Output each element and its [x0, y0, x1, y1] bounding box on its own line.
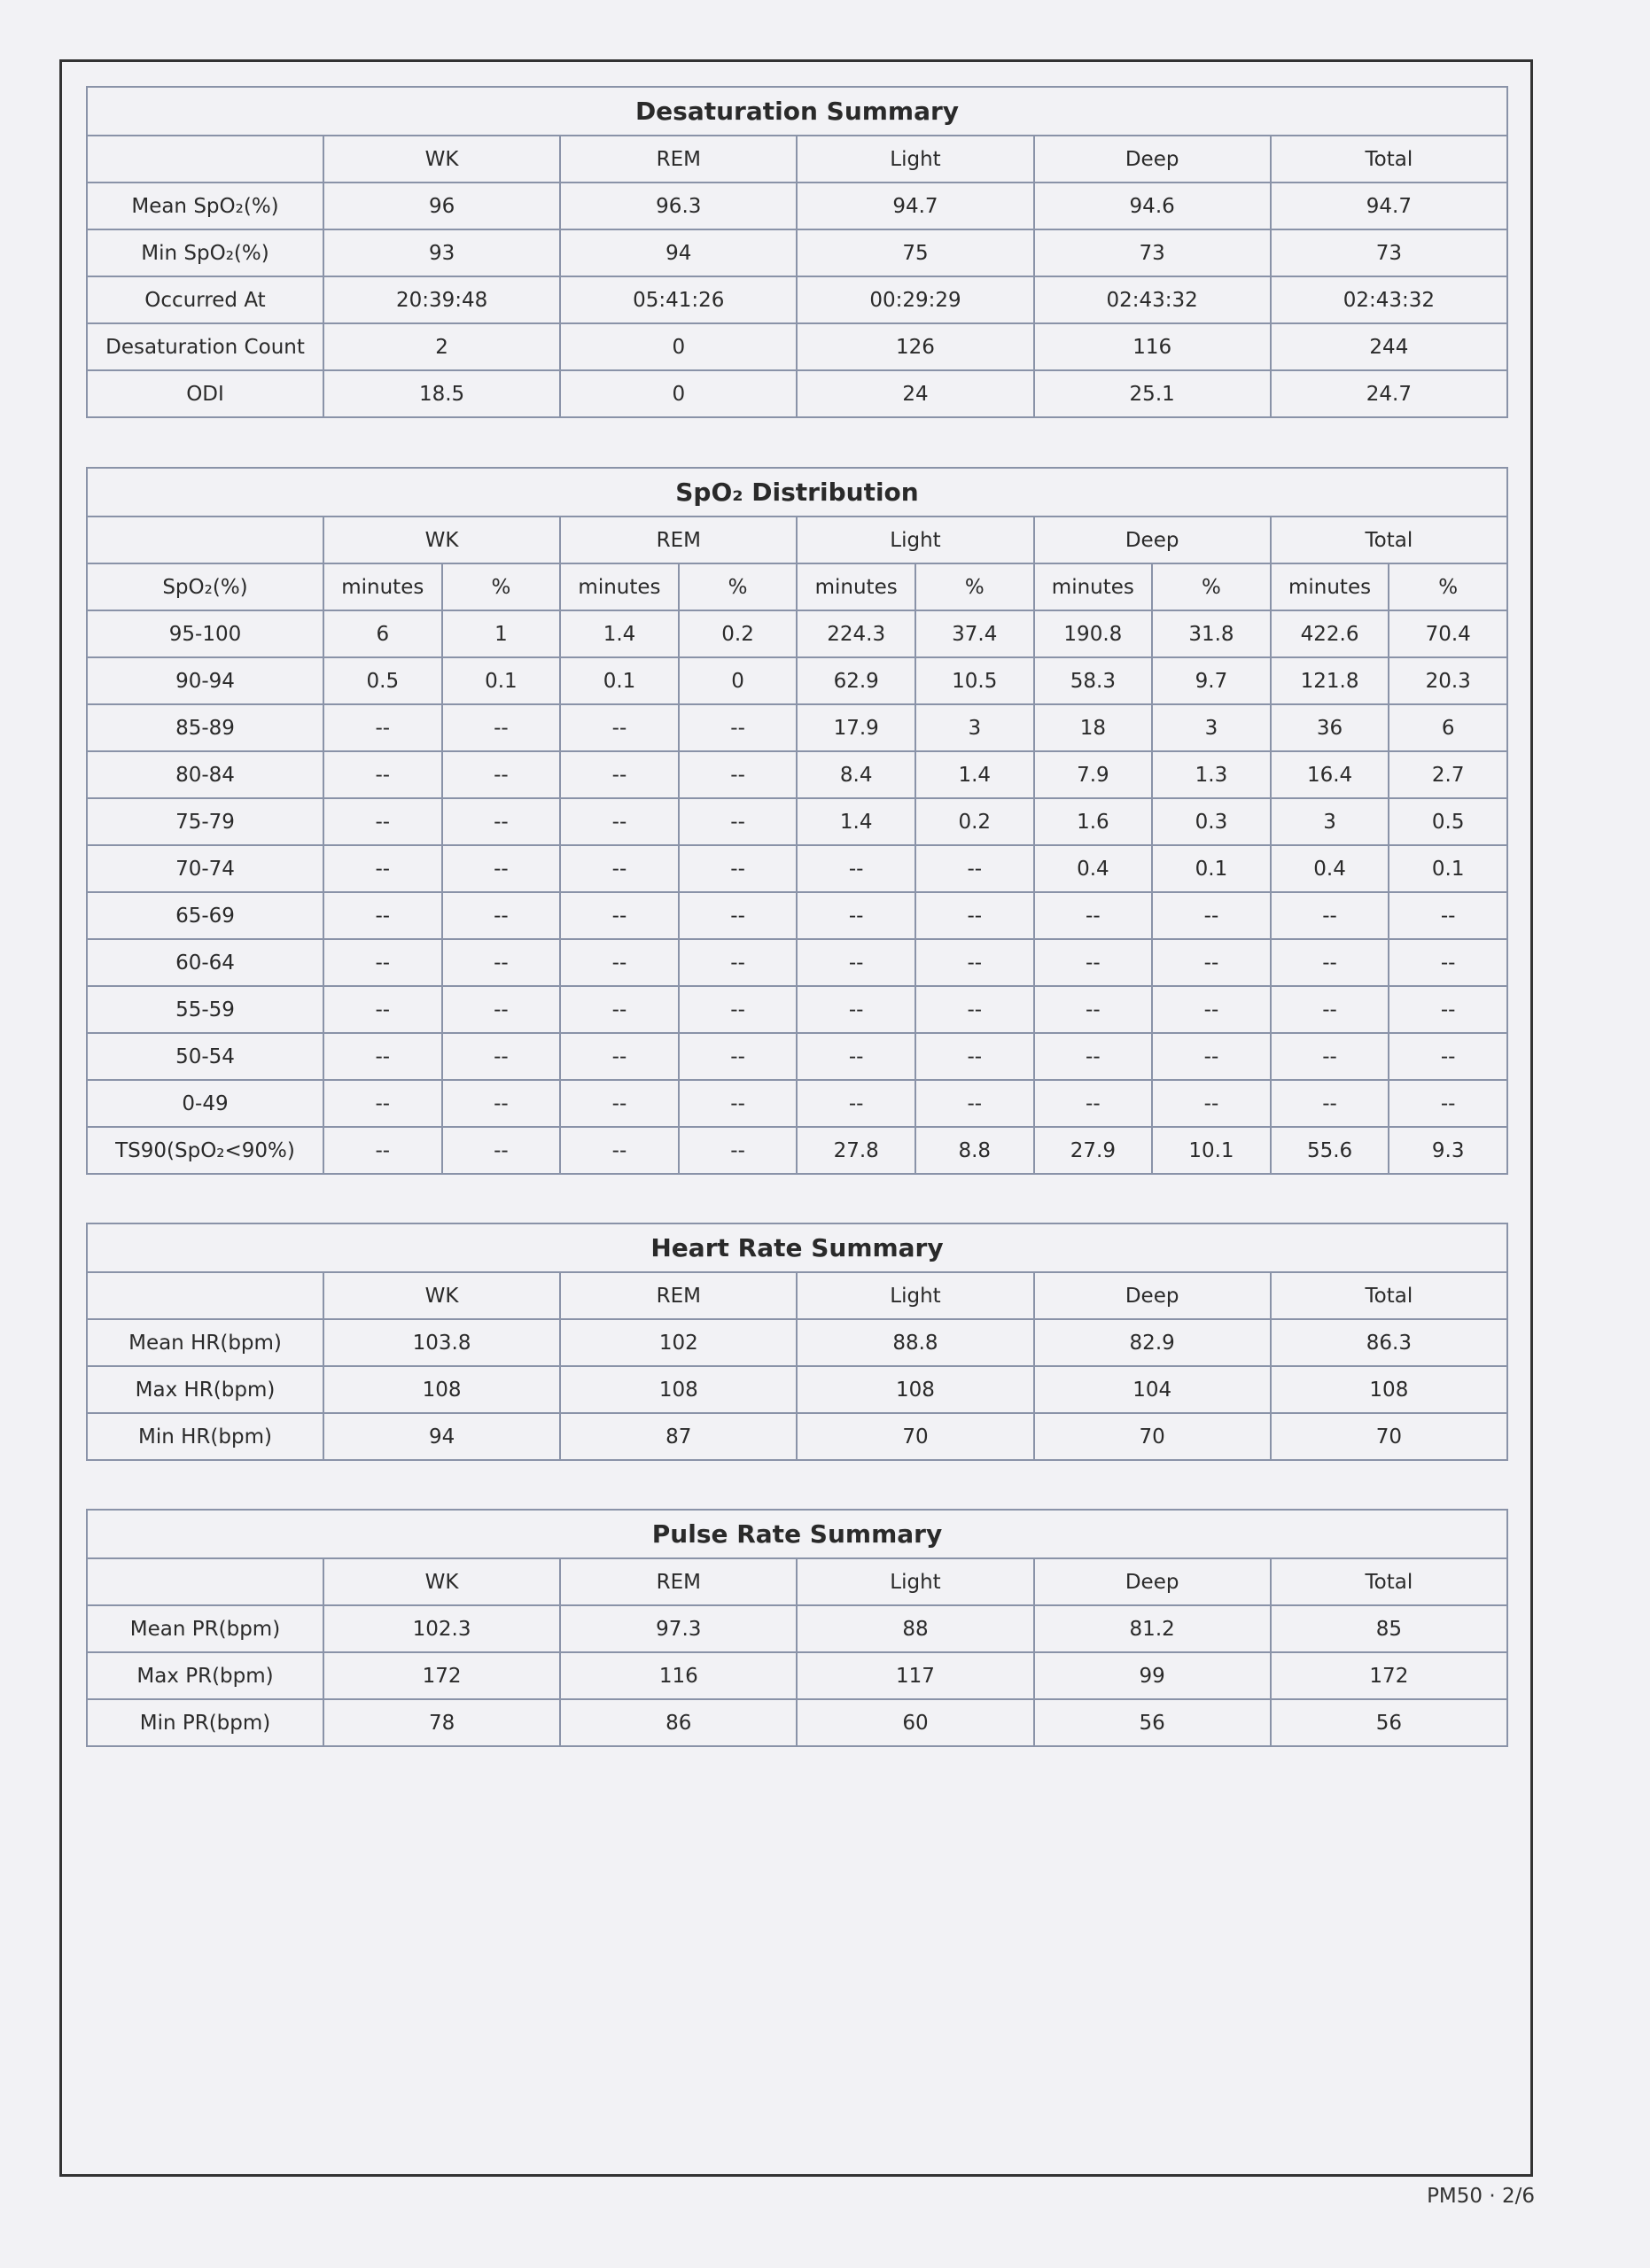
row-label: Max PR(bpm): [87, 1652, 323, 1699]
table-cell: 9.3: [1389, 1127, 1507, 1174]
table-row: [87, 657, 1507, 704]
row-label: 60-64: [87, 939, 323, 986]
table-subheader-row: [87, 563, 1507, 610]
table-cell: 244: [1271, 323, 1507, 370]
table-cell: --: [679, 704, 798, 751]
table-cell: 3: [1152, 704, 1271, 751]
table-cell: 108: [323, 1366, 560, 1413]
table-cell: 7.9: [1034, 751, 1153, 798]
table-cell: 104: [1034, 1366, 1271, 1413]
row-label: 55-59: [87, 986, 323, 1033]
table-cell: 2: [323, 323, 560, 370]
table-cell: 0.3: [1152, 798, 1271, 845]
group-header: Deep: [1034, 517, 1271, 563]
table-cell: --: [1389, 1033, 1507, 1080]
table-cell: --: [915, 1080, 1034, 1127]
table-cell: 20:39:48: [323, 276, 560, 323]
table-cell: --: [560, 1127, 679, 1174]
table-cell: --: [1271, 986, 1389, 1033]
table-cell: --: [797, 1033, 915, 1080]
table-cell: 36: [1271, 704, 1389, 751]
table-cell: 1.4: [915, 751, 1034, 798]
table-cell: --: [560, 1033, 679, 1080]
table-cell: --: [1152, 892, 1271, 939]
row-label: 85-89: [87, 704, 323, 751]
row-label: 50-54: [87, 1033, 323, 1080]
table-cell: 27.8: [797, 1127, 915, 1174]
header-corner: [87, 1272, 323, 1319]
table-cell: 0.5: [323, 657, 442, 704]
table-cell: 1.4: [560, 610, 679, 657]
column-header: REM: [560, 136, 797, 183]
table-cell: 0.1: [1152, 845, 1271, 892]
table-cell: 10.1: [1152, 1127, 1271, 1174]
table-cell: --: [679, 1033, 798, 1080]
header-corner: [87, 136, 323, 183]
row-label: 70-74: [87, 845, 323, 892]
column-header: Light: [797, 136, 1033, 183]
table-cell: 6: [1389, 704, 1507, 751]
table-cell: 96: [323, 183, 560, 229]
subheader: %: [679, 563, 798, 610]
table-cell: --: [442, 1033, 561, 1080]
table-cell: 55.6: [1271, 1127, 1389, 1174]
table-cell: 56: [1271, 1699, 1507, 1746]
table-cell: --: [1389, 986, 1507, 1033]
table-cell: 102: [560, 1319, 797, 1366]
header-corner: [87, 517, 323, 563]
table-cell: --: [1034, 1080, 1153, 1127]
table-cell: 1.6: [1034, 798, 1153, 845]
table-cell: 117: [797, 1652, 1033, 1699]
row-header: SpO₂(%): [87, 563, 323, 610]
row-label: Max HR(bpm): [87, 1366, 323, 1413]
table-row: [87, 183, 1507, 229]
table-row: [87, 892, 1507, 939]
table-cell: 8.4: [797, 751, 915, 798]
table-cell: 88.8: [797, 1319, 1033, 1366]
table-cell: 70.4: [1389, 610, 1507, 657]
table-cell: 116: [560, 1652, 797, 1699]
table-cell: 16.4: [1271, 751, 1389, 798]
table-cell: 24: [797, 370, 1033, 417]
table-cell: --: [1152, 1033, 1271, 1080]
table-cell: 20.3: [1389, 657, 1507, 704]
row-label: Mean PR(bpm): [87, 1605, 323, 1652]
table-cell: --: [323, 798, 442, 845]
table-row: [87, 1413, 1507, 1460]
table-cell: --: [1152, 939, 1271, 986]
table-cell: --: [1034, 892, 1153, 939]
page-number: PM50 · 2/6: [1427, 2185, 1535, 2208]
table-cell: 126: [797, 323, 1033, 370]
table-cell: 96.3: [560, 183, 797, 229]
table-cell: --: [679, 1080, 798, 1127]
table-cell: 85: [1271, 1605, 1507, 1652]
table-header-row: [87, 1272, 1507, 1319]
table-cell: --: [560, 704, 679, 751]
table-cell: 02:43:32: [1271, 276, 1507, 323]
table-row: [87, 798, 1507, 845]
table-row: [87, 276, 1507, 323]
table-cell: 102.3: [323, 1605, 560, 1652]
table-row: [87, 986, 1507, 1033]
subheader: %: [915, 563, 1034, 610]
table-row: [87, 1366, 1507, 1413]
table-cell: 0: [679, 657, 798, 704]
table-cell: --: [560, 1080, 679, 1127]
table-cell: 0: [560, 370, 797, 417]
table-row: [87, 751, 1507, 798]
column-header: REM: [560, 1272, 797, 1319]
table-cell: 172: [1271, 1652, 1507, 1699]
table-cell: --: [323, 1033, 442, 1080]
table-cell: 24.7: [1271, 370, 1507, 417]
table-cell: --: [915, 939, 1034, 986]
table-row: [87, 1699, 1507, 1746]
table-cell: 73: [1271, 229, 1507, 276]
table-cell: 00:29:29: [797, 276, 1033, 323]
table-cell: --: [915, 845, 1034, 892]
table-row: [87, 370, 1507, 417]
row-label: Min HR(bpm): [87, 1413, 323, 1460]
row-label: Desaturation Count: [87, 323, 323, 370]
table-cell: 1.4: [797, 798, 915, 845]
table-cell: 108: [560, 1366, 797, 1413]
table-cell: 224.3: [797, 610, 915, 657]
table-cell: 1: [442, 610, 561, 657]
table-cell: 116: [1034, 323, 1271, 370]
table-cell: 0.4: [1271, 845, 1389, 892]
table-cell: 25.1: [1034, 370, 1271, 417]
table-cell: 94: [323, 1413, 560, 1460]
table-cell: 78: [323, 1699, 560, 1746]
table-cell: 9.7: [1152, 657, 1271, 704]
table-cell: 81.2: [1034, 1605, 1271, 1652]
table-cell: 94.7: [1271, 183, 1507, 229]
column-header: Light: [797, 1558, 1033, 1605]
table-cell: 56: [1034, 1699, 1271, 1746]
table-cell: --: [679, 1127, 798, 1174]
table-cell: 8.8: [915, 1127, 1034, 1174]
column-header: WK: [323, 1272, 560, 1319]
table-cell: --: [323, 892, 442, 939]
table-cell: 0.1: [560, 657, 679, 704]
table-cell: 02:43:32: [1034, 276, 1271, 323]
table-cell: 103.8: [323, 1319, 560, 1366]
table-cell: --: [797, 892, 915, 939]
row-label: 75-79: [87, 798, 323, 845]
subheader: minutes: [323, 563, 442, 610]
column-header: WK: [323, 136, 560, 183]
table-cell: --: [915, 1033, 1034, 1080]
subheader: %: [1389, 563, 1507, 610]
table-row: [87, 704, 1507, 751]
table-row: [87, 1127, 1507, 1174]
table-cell: --: [442, 704, 561, 751]
column-header: Deep: [1034, 1272, 1271, 1319]
row-label: Mean HR(bpm): [87, 1319, 323, 1366]
table-cell: 1.3: [1152, 751, 1271, 798]
table-cell: --: [323, 704, 442, 751]
row-label: 65-69: [87, 892, 323, 939]
table-row: [87, 1605, 1507, 1652]
row-label: 95-100: [87, 610, 323, 657]
table-cell: --: [323, 751, 442, 798]
table-cell: 94.7: [797, 183, 1033, 229]
pulse-rate-summary-title: Pulse Rate Summary: [87, 1510, 1507, 1558]
table-cell: 27.9: [1034, 1127, 1153, 1174]
table-row: [87, 939, 1507, 986]
table-cell: --: [679, 892, 798, 939]
table-cell: --: [1034, 939, 1153, 986]
table-row: [87, 845, 1507, 892]
table-cell: 70: [797, 1413, 1033, 1460]
table-cell: --: [797, 939, 915, 986]
table-header-row: [87, 517, 1507, 563]
heart-rate-summary-table: [86, 1223, 1508, 1461]
table-cell: 31.8: [1152, 610, 1271, 657]
table-row: [87, 1080, 1507, 1127]
table-cell: 86.3: [1271, 1319, 1507, 1366]
table-cell: --: [560, 845, 679, 892]
table-cell: --: [442, 798, 561, 845]
table-cell: --: [1271, 1080, 1389, 1127]
pulse-rate-summary-table: [86, 1509, 1508, 1747]
table-cell: --: [323, 845, 442, 892]
table-cell: 0.5: [1389, 798, 1507, 845]
row-label: Min PR(bpm): [87, 1699, 323, 1746]
table-cell: --: [797, 986, 915, 1033]
table-row: [87, 1652, 1507, 1699]
table-cell: 0.1: [442, 657, 561, 704]
table-cell: 172: [323, 1652, 560, 1699]
column-header: REM: [560, 1558, 797, 1605]
table-cell: --: [915, 892, 1034, 939]
column-header: Light: [797, 1272, 1033, 1319]
table-header-row: [87, 1558, 1507, 1605]
table-cell: --: [560, 939, 679, 986]
group-header: REM: [560, 517, 797, 563]
table-cell: 0.2: [679, 610, 798, 657]
row-label: 0-49: [87, 1080, 323, 1127]
table-cell: --: [1389, 892, 1507, 939]
row-label: ODI: [87, 370, 323, 417]
table-cell: --: [1152, 1080, 1271, 1127]
table-cell: --: [323, 1080, 442, 1127]
table-row: [87, 1033, 1507, 1080]
table-cell: --: [442, 986, 561, 1033]
group-header: Light: [797, 517, 1033, 563]
table-cell: --: [323, 986, 442, 1033]
table-cell: 3: [1271, 798, 1389, 845]
heart-rate-summary-title: Heart Rate Summary: [87, 1223, 1507, 1272]
table-cell: 60: [797, 1699, 1033, 1746]
table-cell: --: [560, 798, 679, 845]
table-row: [87, 610, 1507, 657]
table-cell: --: [442, 845, 561, 892]
row-label: Min SpO₂(%): [87, 229, 323, 276]
table-cell: --: [1389, 939, 1507, 986]
table-cell: --: [1271, 1033, 1389, 1080]
table-cell: 05:41:26: [560, 276, 797, 323]
table-cell: 121.8: [1271, 657, 1389, 704]
table-cell: 82.9: [1034, 1319, 1271, 1366]
table-cell: 75: [797, 229, 1033, 276]
table-cell: --: [560, 986, 679, 1033]
column-header: Total: [1271, 1558, 1507, 1605]
table-cell: 10.5: [915, 657, 1034, 704]
table-cell: --: [797, 1080, 915, 1127]
subheader: minutes: [1034, 563, 1153, 610]
group-header: Total: [1271, 517, 1507, 563]
table-header-row: [87, 136, 1507, 183]
table-cell: 94.6: [1034, 183, 1271, 229]
table-cell: 3: [915, 704, 1034, 751]
table-cell: 108: [797, 1366, 1033, 1413]
table-cell: 0.2: [915, 798, 1034, 845]
table-cell: --: [1034, 1033, 1153, 1080]
table-cell: 70: [1034, 1413, 1271, 1460]
row-label: TS90(SpO₂<90%): [87, 1127, 323, 1174]
header-corner: [87, 1558, 323, 1605]
table-cell: --: [1389, 1080, 1507, 1127]
table-cell: 93: [323, 229, 560, 276]
table-cell: --: [1271, 892, 1389, 939]
table-cell: 2.7: [1389, 751, 1507, 798]
table-cell: --: [560, 892, 679, 939]
desaturation-summary-table: [86, 86, 1508, 418]
spo2-distribution-table: [86, 467, 1508, 1175]
table-cell: --: [1152, 986, 1271, 1033]
table-cell: 94: [560, 229, 797, 276]
row-label: 90-94: [87, 657, 323, 704]
table-cell: 18.5: [323, 370, 560, 417]
table-cell: 17.9: [797, 704, 915, 751]
table-cell: --: [560, 751, 679, 798]
table-cell: 58.3: [1034, 657, 1153, 704]
column-header: Total: [1271, 136, 1507, 183]
row-label: Occurred At: [87, 276, 323, 323]
desaturation-summary-title: Desaturation Summary: [87, 87, 1507, 136]
table-cell: 70: [1271, 1413, 1507, 1460]
table-row: [87, 229, 1507, 276]
table-cell: 0.4: [1034, 845, 1153, 892]
table-cell: --: [679, 845, 798, 892]
table-cell: 97.3: [560, 1605, 797, 1652]
table-row: [87, 1319, 1507, 1366]
table-row: [87, 323, 1507, 370]
spo2-distribution-title: SpO₂ Distribution: [87, 468, 1507, 517]
table-cell: 108: [1271, 1366, 1507, 1413]
subheader: minutes: [1271, 563, 1389, 610]
table-cell: 99: [1034, 1652, 1271, 1699]
table-cell: 0.1: [1389, 845, 1507, 892]
table-cell: --: [442, 751, 561, 798]
column-header: Deep: [1034, 1558, 1271, 1605]
table-cell: --: [442, 1127, 561, 1174]
table-cell: --: [442, 892, 561, 939]
table-cell: --: [679, 939, 798, 986]
subheader: %: [442, 563, 561, 610]
subheader: minutes: [797, 563, 915, 610]
table-cell: --: [1034, 986, 1153, 1033]
table-cell: --: [442, 939, 561, 986]
table-cell: --: [323, 1127, 442, 1174]
table-cell: --: [679, 798, 798, 845]
table-cell: 18: [1034, 704, 1153, 751]
table-cell: 62.9: [797, 657, 915, 704]
group-header: WK: [323, 517, 560, 563]
table-cell: 6: [323, 610, 442, 657]
table-cell: --: [679, 751, 798, 798]
table-cell: 0: [560, 323, 797, 370]
table-cell: --: [679, 986, 798, 1033]
table-cell: --: [323, 939, 442, 986]
column-header: Deep: [1034, 136, 1271, 183]
table-cell: --: [797, 845, 915, 892]
subheader: %: [1152, 563, 1271, 610]
table-cell: 190.8: [1034, 610, 1153, 657]
subheader: minutes: [560, 563, 679, 610]
column-header: Total: [1271, 1272, 1507, 1319]
table-cell: 86: [560, 1699, 797, 1746]
column-header: WK: [323, 1558, 560, 1605]
row-label: 80-84: [87, 751, 323, 798]
table-cell: --: [442, 1080, 561, 1127]
table-cell: 422.6: [1271, 610, 1389, 657]
table-cell: 37.4: [915, 610, 1034, 657]
table-cell: 87: [560, 1413, 797, 1460]
row-label: Mean SpO₂(%): [87, 183, 323, 229]
table-cell: 73: [1034, 229, 1271, 276]
table-cell: 88: [797, 1605, 1033, 1652]
table-cell: --: [915, 986, 1034, 1033]
table-cell: --: [1271, 939, 1389, 986]
